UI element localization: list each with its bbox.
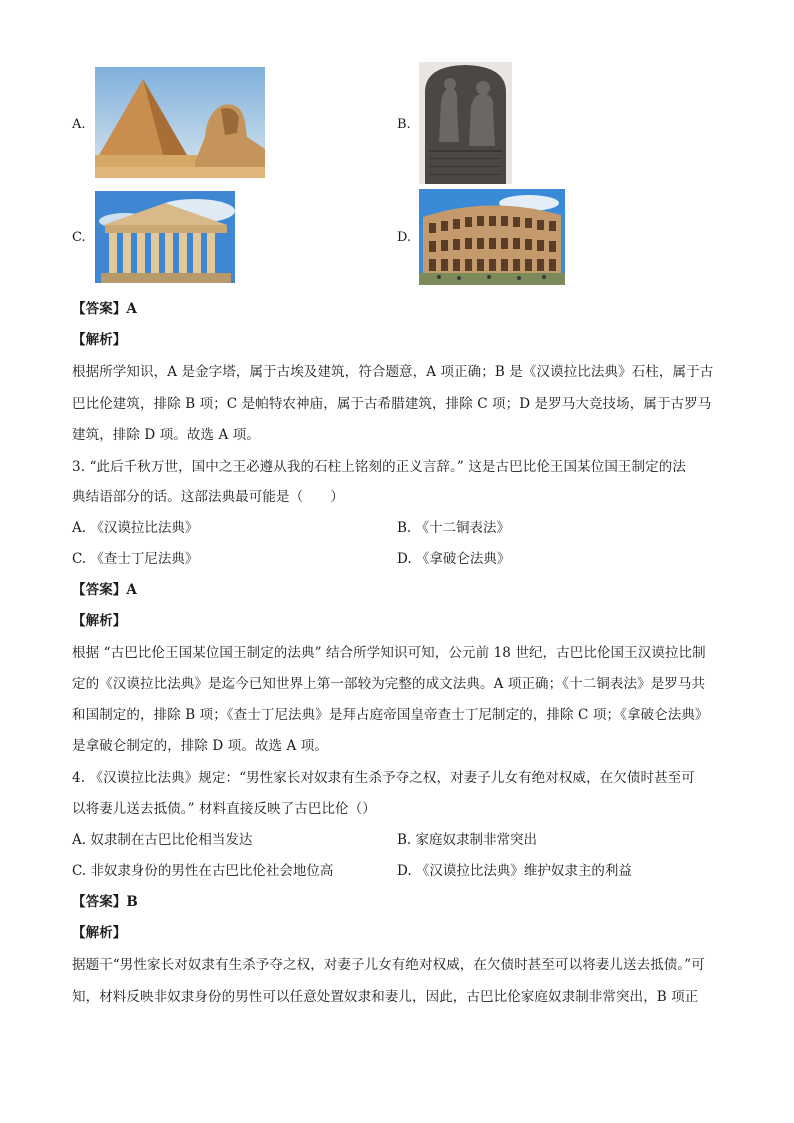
q3-stem-line: 3. “此后千秋万世，国中之王必遵从我的石柱上铭刻的正义言辞。” 这是古巴比伦王国某位国王制定的法 — [72, 459, 686, 475]
q2-option-b-letter: B. — [397, 117, 411, 132]
q4-stem-line: 以将妻儿送去抵债。” 材料直接反映了古巴比伦（） — [72, 801, 376, 817]
q3-analysis-line: 根据 “古巴比伦王国某位国王制定的法典” 结合所学知识可知，公元前 18 世纪，古巴比伦国王汉谟拉比制 — [72, 645, 706, 661]
q3-option-a: A. 《汉谟拉比法典》 — [72, 520, 199, 536]
q4-option-c: C. 非奴隶身份的男性在古巴比伦社会地位高 — [72, 863, 334, 879]
q3-analysis-line: 和国制定的，排除 B 项；《查士丁尼法典》是拜占庭帝国皇帝查士丁尼制定的，排除 C 项；《拿破仑法典》 — [72, 707, 709, 723]
hammurabi-stele-photo — [419, 62, 512, 184]
q2-analysis-line: 巴比伦建筑，排除 B 项；C 是帕特农神庙，属于古希腊建筑，排除 C 项；D 是罗马大竞技场，属于古罗马 — [72, 396, 712, 412]
q4-analysis-line: 据题干“男性家长对奴隶有生杀予夺之权，对妻子儿女有绝对权威，在欠债时甚至可以将妻儿送去抵债。”可 — [72, 957, 705, 973]
q3-option-b: B. 《十二铜表法》 — [397, 520, 511, 536]
q3-option-d: D. 《拿破仑法典》 — [397, 551, 511, 567]
q2-analysis-line: 建筑，排除 D 项。故选 A 项。 — [72, 427, 260, 443]
colosseum-photo — [419, 189, 565, 285]
q4-option-a: A. 奴隶制在古巴比伦相当发达 — [72, 832, 253, 848]
q4-analysis-line: 知，材料反映非奴隶身份的男性可以任意处置奴隶和妻儿，因此，古巴比伦家庭奴隶制非常突出，B 项正 — [72, 989, 699, 1005]
q2-option-a-letter: A. — [72, 117, 86, 132]
q2-analysis-line: 根据所学知识，A 是金字塔，属于古埃及建筑，符合题意，A 项正确；B 是《汉谟拉比法典》石柱，属于古 — [72, 364, 714, 380]
q2-analysis-label: 【解析】 — [72, 332, 127, 348]
q4-answer: 【答案】B — [72, 894, 138, 910]
pyramid-sphinx-photo — [95, 67, 265, 178]
q4-stem-line: 4. 《汉谟拉比法典》规定：“男性家长对奴隶有生杀予夺之权，对妻子儿女有绝对权威，在欠债时甚至可 — [72, 770, 695, 786]
q3-option-c: C. 《查士丁尼法典》 — [72, 551, 199, 567]
q2-option-c-letter: C. — [72, 230, 86, 245]
q3-answer: 【答案】A — [72, 582, 137, 598]
q3-stem-line: 典结语部分的话。这部法典最可能是（ ） — [72, 489, 344, 505]
q3-analysis-line: 是拿破仑制定的，排除 D 项。故选 A 项。 — [72, 738, 328, 754]
parthenon-photo — [95, 191, 235, 283]
q4-analysis-label: 【解析】 — [72, 925, 127, 941]
q3-analysis-label: 【解析】 — [72, 613, 127, 629]
q2-option-d-letter: D. — [397, 230, 412, 245]
q3-analysis-line: 定的《汉谟拉比法典》是迄今已知世界上第一部较为完整的成文法典。A 项正确；《十二铜表法》是罗马共 — [72, 676, 706, 692]
q4-option-d: D. 《汉谟拉比法典》维护奴隶主的利益 — [397, 863, 632, 879]
q2-answer: 【答案】A — [72, 301, 137, 317]
q4-option-b: B. 家庭奴隶制非常突出 — [397, 832, 538, 848]
